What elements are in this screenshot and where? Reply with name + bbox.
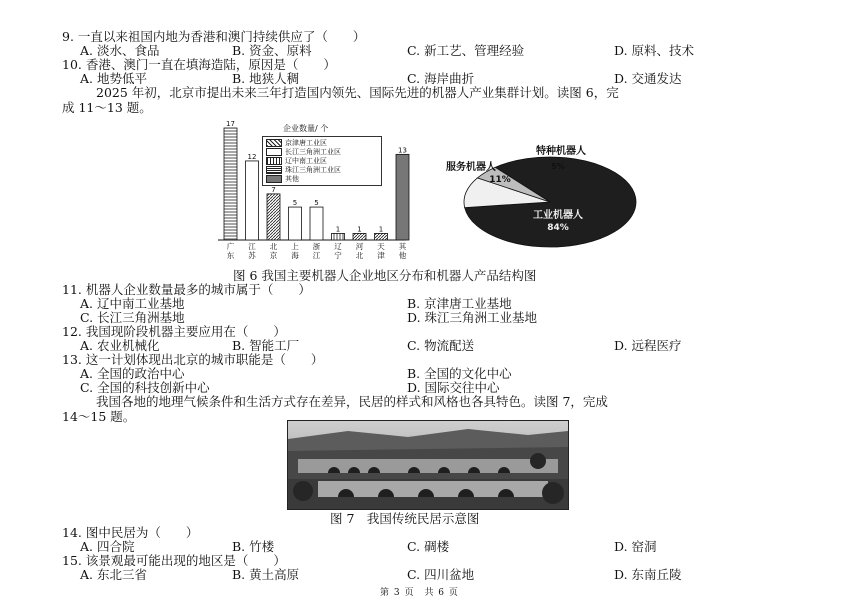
robot-product-pie-chart [440,140,640,250]
bar-value-label: 13 [398,146,407,155]
category-label: 江 [312,251,321,260]
pie-label-industrial: 工业机器人 [533,210,583,221]
category-label: 辽 [334,242,342,251]
category-label: 他 [398,251,407,260]
bar-chart-legend-title: 企业数量/ 个 [283,124,329,133]
pie-label-service: 服务机器人 [446,162,496,173]
cave-dwelling-illustration [288,421,568,509]
q9-option-a: A. 淡水、食品 [80,43,160,58]
bar-chart-legend [262,136,382,186]
intro-paragraph-2-line-1: 我国各地的地理气候条件和生活方式存在差异，民居的样式和风格也各具特色。读图 7，完成 [96,394,608,409]
category-label: 广 [226,242,235,251]
legend-item-other [266,175,299,184]
pie-value-service: 11% [489,175,511,185]
q15-option-c: C. 四川盆地 [407,567,475,582]
category-label: 河 [355,242,364,251]
page-footer: 第 3 页 共 6 页 [380,588,459,598]
legend-swatch-other [266,175,282,183]
q9-option-b: B. 资金、原料 [232,43,312,58]
legend-label-jjt: 京津唐工业区 [285,139,327,147]
bar [353,233,366,240]
q11-option-b: B. 京津唐工业基地 [407,296,512,311]
legend-label-csj: 长江三角洲工业区 [285,148,341,156]
q13-option-a: A. 全国的政治中心 [80,366,185,381]
legend-swatch-zsj [266,166,282,174]
bar-value-label: 7 [271,185,276,194]
q11-option-a: A. 辽中南工业基地 [80,296,185,311]
q14-option-d: D. 窑洞 [614,539,657,554]
category-label: 天 [377,242,385,251]
pie-label-special: 特种机器人 [536,146,586,157]
q11-option-d: D. 珠江三角洲工业基地 [407,310,538,325]
q10-option-a: A. 地势低平 [80,71,147,86]
category-label: 其 [398,242,407,251]
category-label: 京 [269,251,278,260]
bar [332,233,345,240]
legend-item-zsj [266,166,341,175]
q12-stem: 12. 我国现阶段机器主要应用在（ ） [62,324,286,339]
legend-item-jjt [266,139,327,148]
bar [310,207,323,240]
intro-paragraph-1-line-1: 2025 年初，北京市提出未来三年打造国内领先、国际先进的机器人产业集群计划。读图 6，完 [96,85,619,100]
q15-option-b: B. 黄土高原 [232,567,300,582]
legend-label-zsj: 珠江三角洲工业区 [285,166,341,174]
q13-option-b: B. 全国的文化中心 [407,366,512,381]
q15-option-a: A. 东北三省 [80,567,147,582]
bar-value-label: 1 [357,225,362,234]
bar [396,154,409,240]
category-label: 北 [269,242,278,251]
bar-value-label: 5 [314,199,319,208]
q10-option-b: B. 地狭人稠 [232,71,300,86]
q13-option-c: C. 全国的科技创新中心 [80,380,210,395]
bar-value-label: 1 [335,225,341,234]
q11-option-c: C. 长江三角洲基地 [80,310,185,325]
pie-value-special: 5% [551,162,565,171]
q11-stem: 11. 机器人企业数量最多的城市属于（ ） [62,282,311,297]
bar-value-label: 17 [226,120,235,128]
bar [246,161,259,240]
pie-value-industrial: 84% [547,223,569,233]
category-label: 上 [291,242,299,251]
q15-option-d: D. 东南丘陵 [614,567,682,582]
bar [224,128,237,240]
bar-value-label: 1 [378,225,384,234]
q12-option-c: C. 物流配送 [407,338,475,353]
q13-option-d: D. 国际交往中心 [407,380,500,395]
intro-paragraph-1-line-2: 成 11～13 题。 [62,100,152,115]
q10-option-c: C. 海岸曲折 [407,71,475,86]
intro-paragraph-2-line-2: 14～15 题。 [62,409,136,424]
bar-value-label: 12 [247,152,257,161]
figure-6-caption: 图 6 我国主要机器人企业地区分布和机器人产品结构图 [233,268,537,283]
q14-option-b: B. 竹楼 [232,539,275,554]
category-label: 苏 [248,251,256,260]
category-label: 江 [248,242,256,251]
legend-swatch-lzn [266,157,282,165]
q15-stem: 15. 该景观最可能出现的地区是（ ） [62,553,286,568]
q14-stem: 14. 图中民居为（ ） [62,525,199,540]
category-label: 浙 [312,242,321,251]
q10-stem: 10. 香港、澳门一直在填海造陆，原因是（ ） [62,57,336,72]
bar [267,194,280,240]
legend-label-other: 其他 [285,175,299,183]
category-label: 津 [377,251,385,260]
q14-option-c: C. 碉楼 [407,539,450,554]
figure-7-caption: 图 7 我国传统民居示意图 [330,511,480,526]
bar [375,233,388,240]
q13-stem: 13. 这一计划体现出北京的城市职能是（ ） [62,352,324,367]
bar [289,207,302,240]
cave-dwelling-photo [287,420,569,510]
q9-option-d: D. 原料、技术 [614,43,695,58]
q14-option-a: A. 四合院 [80,539,135,554]
bar-value-label: 5 [292,199,298,208]
legend-item-lzn [266,157,327,166]
q9-option-c: C. 新工艺、管理经验 [407,43,525,58]
legend-swatch-jjt [266,139,282,147]
category-label: 海 [291,251,299,260]
category-label: 东 [226,251,235,260]
q12-option-b: B. 智能工厂 [232,338,300,353]
legend-label-lzn: 辽中南工业区 [285,157,327,165]
category-label: 宁 [334,251,342,260]
q9-stem: 9. 一直以来祖国内地为香港和澳门持续供应了（ ） [62,29,366,44]
legend-swatch-csj [266,148,282,156]
q12-option-d: D. 远程医疗 [614,338,682,353]
category-label: 北 [355,251,364,260]
q10-option-d: D. 交通发达 [614,71,682,86]
legend-item-csj [266,148,341,157]
q12-option-a: A. 农业机械化 [80,338,160,353]
